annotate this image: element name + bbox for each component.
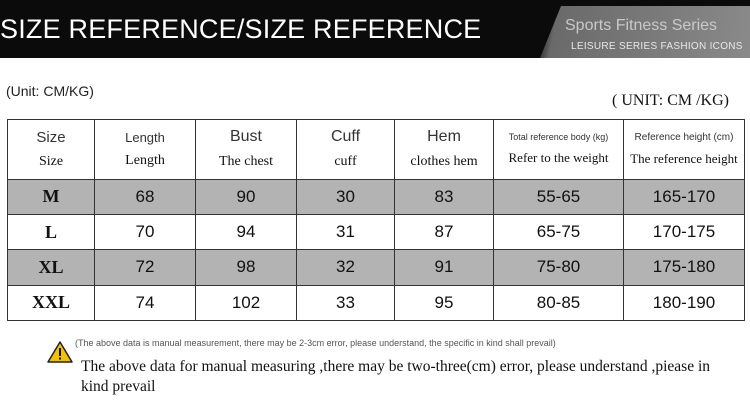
table-row	[8, 214, 745, 249]
cuff-cell: 31	[297, 214, 395, 249]
header-length: Length Length	[95, 120, 196, 180]
height-cell: 175-180	[624, 250, 745, 285]
hem-cell: 87	[395, 214, 494, 249]
header-cuff: Cuff cuff	[297, 120, 395, 180]
unit-label-left: (Unit: CM/KG)	[6, 83, 94, 99]
height-cell: 170-175	[624, 214, 745, 249]
table-row	[8, 250, 745, 285]
hem-cell: 91	[395, 250, 494, 285]
weight-cell: 80-85	[494, 285, 624, 320]
table-header-row	[8, 120, 745, 180]
disclaimer-main: The above data for manual measuring ,there may be two-three(cm) error, please understand ,piease in kind prevail	[81, 358, 711, 395]
height-cell: 165-170	[624, 179, 745, 214]
size-cell: L	[8, 214, 95, 249]
size-cell: XXL	[8, 285, 95, 320]
bust-cell: 102	[196, 285, 297, 320]
table-row	[8, 285, 745, 320]
header-hem: Hem clothes hem	[395, 120, 494, 180]
header-weight: Total reference body (kg) Refer to the weight	[494, 120, 624, 180]
cuff-cell: 33	[297, 285, 395, 320]
warning-icon	[47, 341, 73, 363]
length-cell: 74	[95, 285, 196, 320]
length-cell: 68	[95, 179, 196, 214]
unit-label-right: ( UNIT: CM /KG)	[612, 92, 729, 109]
weight-cell: 65-75	[494, 214, 624, 249]
cuff-cell: 32	[297, 250, 395, 285]
header-size: Size Size	[8, 120, 95, 180]
size-cell: XL	[8, 250, 95, 285]
bust-cell: 94	[196, 214, 297, 249]
series-name: Sports Fitness Series	[565, 17, 718, 34]
size-table	[7, 119, 745, 321]
series-subtitle: LEISURE SERIES FASHION ICONS	[571, 41, 743, 52]
bust-cell: 90	[196, 179, 297, 214]
hem-cell: 95	[395, 285, 494, 320]
banner-title: SIZE REFERENCE/SIZE REFERENCE	[0, 14, 482, 44]
header-bust: Bust The chest	[196, 120, 297, 180]
size-cell: M	[8, 179, 95, 214]
bust-cell: 98	[196, 250, 297, 285]
hem-cell: 83	[395, 179, 494, 214]
disclaimer-small: (The above data is manual measurement, there may be 2-3cm error, please understand, the specific in kind shall prevail)	[75, 338, 556, 348]
weight-cell: 75-80	[494, 250, 624, 285]
length-cell: 72	[95, 250, 196, 285]
weight-cell: 55-65	[494, 179, 624, 214]
header-height: Reference height (cm) The reference height	[624, 120, 745, 180]
height-cell: 180-190	[624, 285, 745, 320]
table-row	[8, 179, 745, 214]
length-cell: 70	[95, 214, 196, 249]
cuff-cell: 30	[297, 179, 395, 214]
